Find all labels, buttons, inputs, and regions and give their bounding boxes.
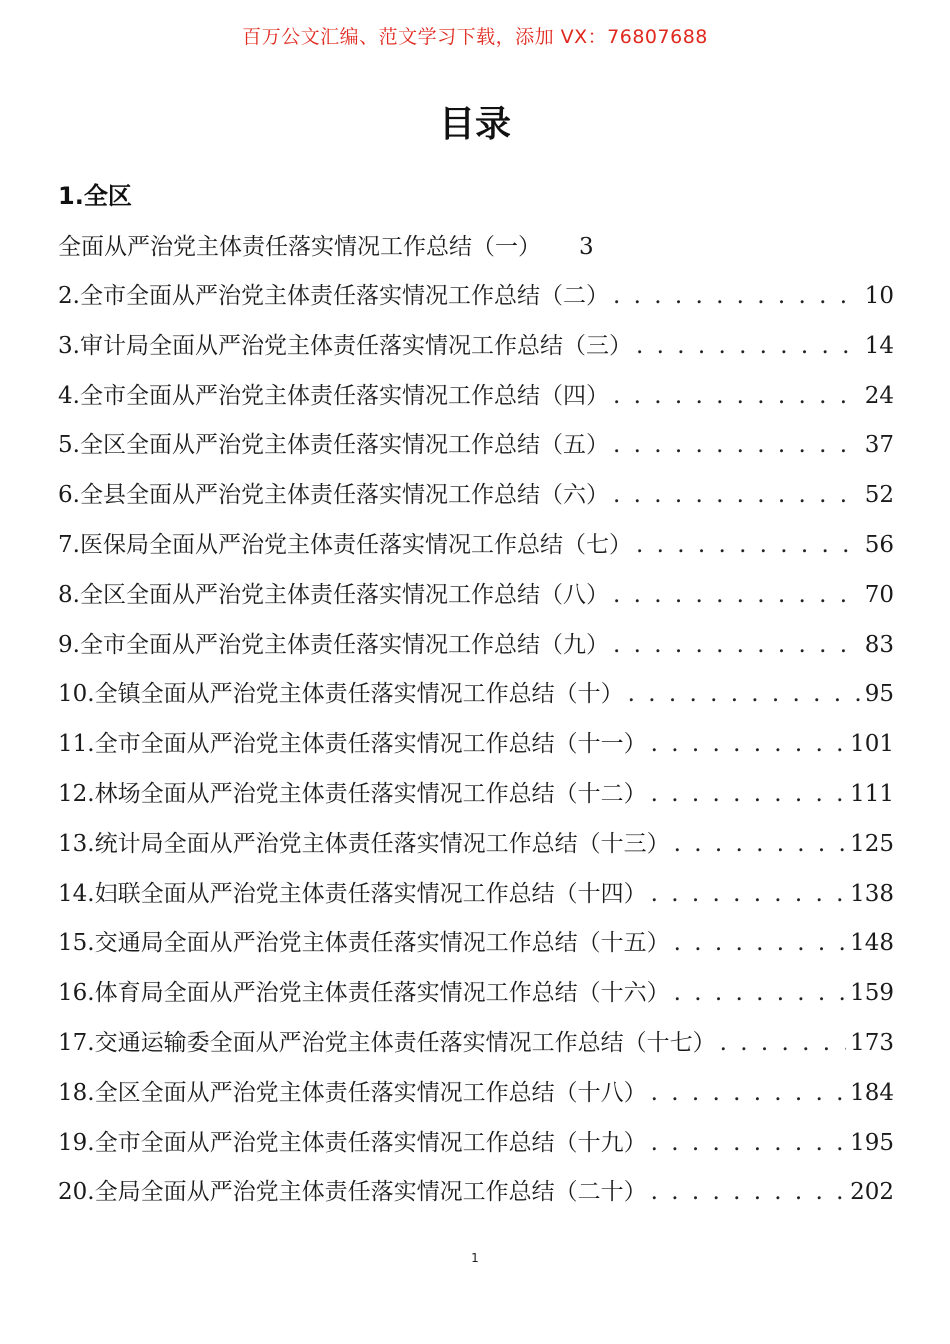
toc-entry-page: 37 [864, 432, 894, 459]
toc-entry-text: 17.交通运输委全面从严治党主体责任落实情况工作总结（十七） [58, 1029, 716, 1056]
toc-entry[interactable] [58, 1124, 894, 1174]
toc-entry[interactable] [58, 974, 894, 1024]
dot-leader [651, 881, 847, 907]
toc-entry-page: 195 [850, 1129, 894, 1156]
dot-leader [613, 482, 861, 508]
toc-entry[interactable] [58, 327, 894, 377]
toc-entry[interactable] [58, 1024, 894, 1074]
page-title: 目录 [438, 104, 511, 145]
toc-entry[interactable] [58, 476, 894, 526]
toc-entry-text: 6.全县全面从严治党主体责任落实情况工作总结（六） [58, 482, 609, 509]
dot-leader [613, 632, 861, 658]
toc-entry-page: 101 [850, 731, 894, 758]
page-number: 1 [471, 1251, 479, 1265]
toc-entry[interactable] [58, 1074, 894, 1124]
toc-entry-text: 全面从严治党主体责任落实情况工作总结（一） [58, 234, 541, 260]
toc-entry-text: 11.全市全面从严治党主体责任落实情况工作总结（十一） [58, 731, 647, 758]
toc-entry-text: 13.统计局全面从严治党主体责任落实情况工作总结（十三） [58, 830, 670, 857]
toc-entry[interactable] [58, 675, 894, 725]
dot-leader [720, 1030, 847, 1056]
dot-leader [674, 831, 847, 857]
dot-leader [613, 432, 861, 458]
toc-entry-page: 138 [850, 880, 894, 907]
toc-entry-page: 202 [850, 1179, 894, 1206]
toc-entry-text: 14.妇联全面从严治党主体责任落实情况工作总结（十四） [58, 880, 647, 907]
dot-leader [636, 532, 861, 558]
toc-entry-page: 111 [850, 780, 894, 807]
toc-entry-text: 20.全局全面从严治党主体责任落实情况工作总结（二十） [58, 1179, 647, 1206]
toc-entry-page: 52 [864, 482, 894, 509]
toc-entry-text: 19.全市全面从严治党主体责任落实情况工作总结（十九） [58, 1129, 647, 1156]
dot-leader [651, 781, 847, 807]
toc-entry-text: 10.全镇全面从严治党主体责任落实情况工作总结（十） [58, 681, 624, 708]
dot-leader [651, 1130, 847, 1156]
toc-entry-page: 24 [864, 382, 894, 409]
promo-header: 百万公文汇编、范文学习下载，添加 VX：76807688 [242, 26, 708, 48]
dot-leader [651, 1179, 847, 1205]
toc-entry-text: 2.全市全面从严治党主体责任落实情况工作总结（二） [58, 283, 609, 309]
toc-entry[interactable] [58, 1173, 894, 1223]
toc-entry[interactable] [58, 526, 894, 576]
dot-leader [651, 1080, 847, 1106]
toc-entry-page: 56 [864, 531, 894, 558]
dot-leader [636, 333, 861, 359]
toc-entry[interactable] [58, 576, 894, 626]
toc-entry-text: 4.全市全面从严治党主体责任落实情况工作总结（四） [58, 382, 609, 409]
dot-leader [613, 582, 861, 608]
toc-entry-page: 148 [850, 930, 894, 957]
toc-entry-page: 95 [864, 681, 894, 708]
toc-entry[interactable] [58, 875, 894, 925]
toc-entry-text: 9.全市全面从严治党主体责任落实情况工作总结（九） [58, 631, 609, 658]
toc-entry-page: 3 [579, 234, 594, 260]
dot-leader [613, 383, 861, 409]
toc-first-entry[interactable] [58, 228, 594, 261]
toc-entry[interactable] [58, 775, 894, 825]
toc-entry-page: 83 [864, 631, 894, 658]
toc-entry[interactable] [58, 277, 894, 327]
dot-leader [651, 731, 847, 757]
toc-entry-text: 3.审计局全面从严治党主体责任落实情况工作总结（三） [58, 332, 632, 359]
toc-entry-text: 7.医保局全面从严治党主体责任落实情况工作总结（七） [58, 531, 632, 558]
section-heading: 1.全区 [58, 182, 132, 210]
toc-entry-page: 125 [850, 830, 894, 857]
toc-entry-page: 184 [850, 1079, 894, 1106]
toc-entry-text: 15.交通局全面从严治党主体责任落实情况工作总结（十五） [58, 930, 670, 957]
toc-entry-page: 159 [850, 980, 894, 1007]
toc-entry-page: 70 [864, 581, 894, 608]
toc-entry[interactable] [58, 825, 894, 875]
table-of-contents [58, 277, 894, 1223]
dot-leader [674, 930, 847, 956]
toc-entry-page: 10 [864, 283, 894, 309]
toc-entry-page: 173 [850, 1029, 894, 1056]
toc-entry[interactable] [58, 725, 894, 775]
toc-entry-text: 5.全区全面从严治党主体责任落实情况工作总结（五） [58, 432, 609, 459]
dot-leader [674, 980, 847, 1006]
toc-entry-page: 14 [864, 332, 894, 359]
toc-entry[interactable] [58, 924, 894, 974]
toc-entry-text: 8.全区全面从严治党主体责任落实情况工作总结（八） [58, 581, 609, 608]
toc-entry-text: 18.全区全面从严治党主体责任落实情况工作总结（十八） [58, 1079, 647, 1106]
toc-entry[interactable] [58, 626, 894, 676]
toc-entry-text: 12.林场全面从严治党主体责任落实情况工作总结（十二） [58, 780, 647, 807]
toc-entry[interactable] [58, 426, 894, 476]
dot-leader [628, 681, 861, 707]
toc-entry[interactable] [58, 377, 894, 427]
toc-entry-text: 16.体育局全面从严治党主体责任落实情况工作总结（十六） [58, 980, 670, 1007]
dot-leader [613, 283, 861, 309]
